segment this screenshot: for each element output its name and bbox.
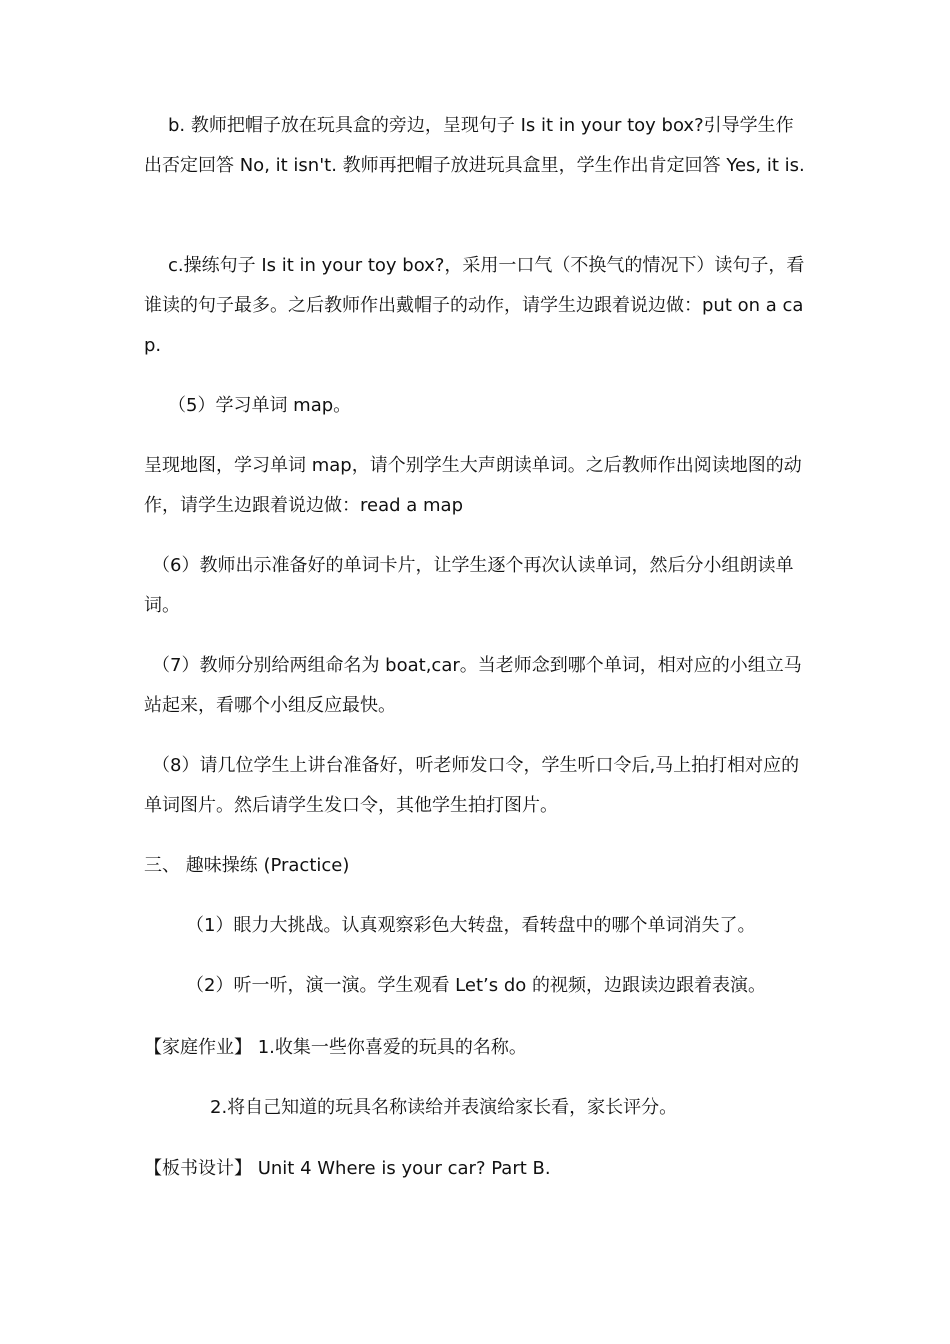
board-design-line: 【板书设计】 Unit 4 Where is your car? Part B. bbox=[144, 1158, 551, 1179]
homework-item-2: 2.将自己知道的玩具名称读给并表演给家长看，家长评分。 bbox=[210, 1097, 678, 1118]
practice-item-2: （2）听一听，演一演。学生观看 Let’s do 的视频，边跟读边跟着表演。 bbox=[186, 975, 766, 996]
paragraph-step-5-body: 呈现地图，学习单词 map，请个别学生大声朗读单词。之后教师作出阅读地图的动作，请学生边跟着说边做：read a map bbox=[144, 455, 802, 516]
paragraph-step-c: c.操练句子 Is it in your toy box?，采用一口气（不换气的情况下）读句子，看谁读的句子最多。之后教师作出戴帽子的动作，请学生边跟着说边做：put on a cap. bbox=[144, 255, 805, 356]
paragraph-step-6: （6）教师出示准备好的单词卡片，让学生逐个再次认读单词，然后分小组朗读单词。 bbox=[144, 555, 794, 616]
paragraph-step-8: （8）请几位学生上讲台准备好，听老师发口令，学生听口令后,马上拍打相对应的单词图片。然后请学生发口令，其他学生拍打图片。 bbox=[144, 755, 800, 816]
paragraph-step-b: b. 教师把帽子放在玩具盒的旁边，呈现句子 Is it in your toy box?引导学生作出否定回答 No, it isn't. 教师再把帽子放进玩具盒里，学生作出肯定回答 Yes, it is. bbox=[144, 115, 805, 176]
section-heading-practice: 三、 趣味操练 (Practice) bbox=[144, 855, 350, 876]
paragraph-step-7: （7）教师分别给两组命名为 boat,car。当老师念到哪个单词，相对应的小组立马站起来，看哪个小组反应最快。 bbox=[144, 655, 802, 716]
practice-item-1: （1）眼力大挑战。认真观察彩色大转盘，看转盘中的哪个单词消失了。 bbox=[186, 915, 756, 936]
paragraph-step-5-heading: （5）学习单词 map。 bbox=[168, 395, 352, 416]
homework-item-1: 【家庭作业】 1.收集一些你喜爱的玩具的名称。 bbox=[144, 1037, 527, 1058]
